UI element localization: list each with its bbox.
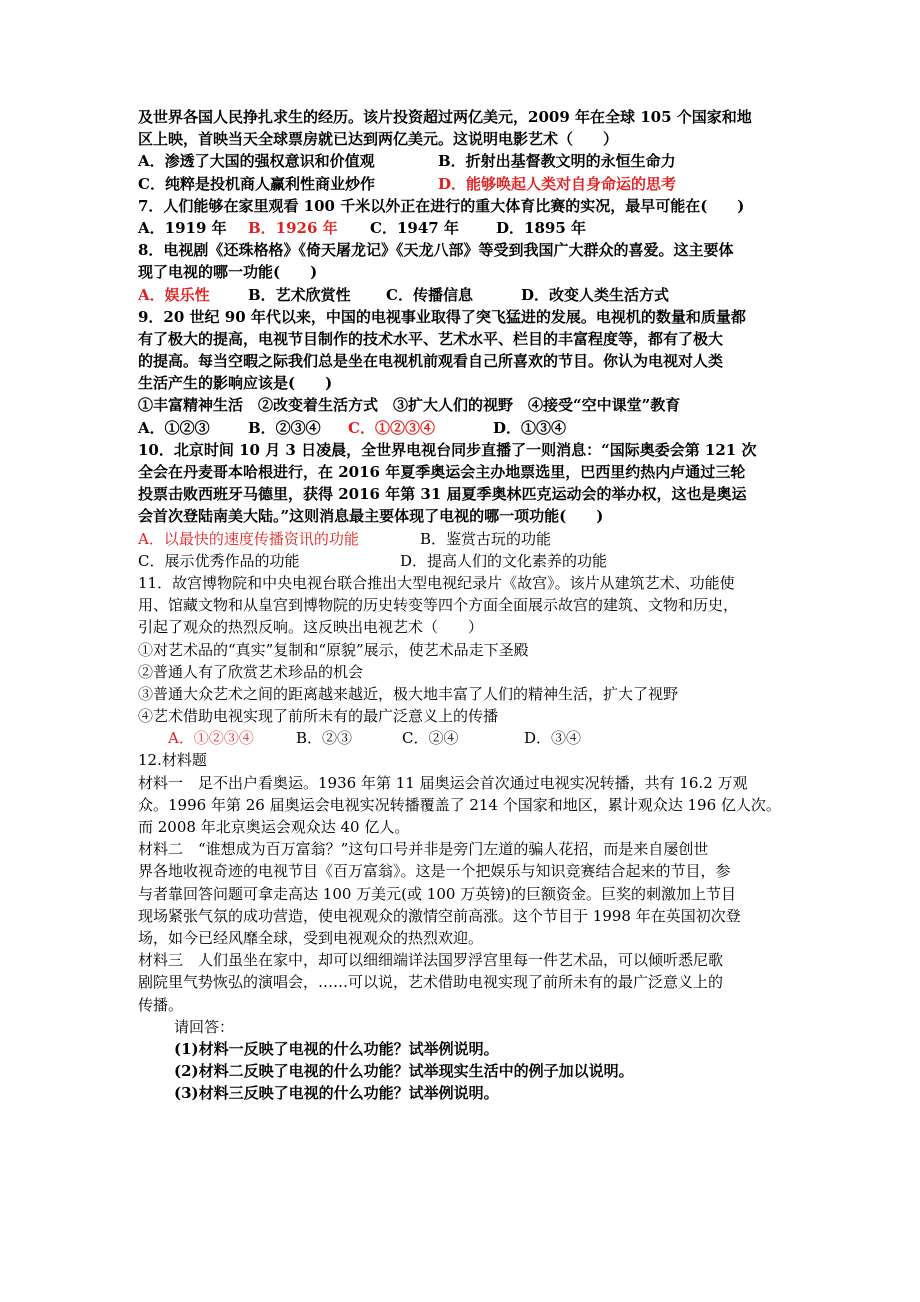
q10-option-d: D．提高人们的文化素养的功能: [400, 551, 608, 570]
q12-material-1: 材料一 足不出户看奥运。1936 年第 11 届奥运会首次通过电视实况转播，共有 16.2 万观: [138, 773, 748, 792]
q12-sub-question: (3)材料三反映了电视的什么功能？试举例说明。: [174, 1084, 499, 1103]
q10-option-b: B．鉴赏古玩的功能: [420, 529, 552, 548]
q7-option-d: D．1895 年: [496, 218, 586, 237]
q12-material-1: 众。1996 年第 26 届奥运会电视实况转播覆盖了 214 个国家和地区，累计观众达 196 亿人次。: [138, 795, 781, 814]
q10-line: 会首次登陆南美大陆。”这则消息最主要体现了电视的哪一项功能( ): [138, 507, 604, 526]
q11-line: 11．故宫博物院和中央电视台联合推出大型电视纪录片《故宫》。该片从建筑艺术、功能使: [138, 573, 735, 592]
q11-statement: ③普通大众艺术之间的距离越来越近，极大地丰富了人们的精神生活，扩大了视野: [138, 684, 679, 703]
q11-line: 用、馆藏文物和从皇宫到博物院的历史转变等四个方面全面展示故宫的建筑、文物和历史，: [138, 596, 739, 615]
q9-line: 有了极大的提高，电视节目制作的技术水平、艺术水平、栏目的丰富程度等，都有了极大: [138, 329, 724, 348]
q10-line: 10．北京时间 10 月 3 日凌晨，全世界电视台同步直播了一则消息：“国际奥委会第 121 次: [138, 440, 757, 459]
q6-line: 区上映，首映当天全球票房就已达到两亿美元。这说明电影艺术（ ）: [138, 130, 619, 149]
q7-options-row: [138, 217, 788, 239]
q7-option-a: A．1919 年: [138, 218, 227, 237]
q12-sub-question: (2)材料二反映了电视的什么功能？试举现实生活中的例子加以说明。: [174, 1062, 634, 1081]
q10-option-a-answer: A．以最快的速度传播资讯的功能: [138, 529, 359, 548]
q12-material-3: 剧院里气势恢弘的演唱会，……可以说，艺术借助电视实现了前所未有的最广泛意义上的: [138, 973, 724, 992]
q8-option-d: D．改变人类生活方式: [521, 285, 670, 304]
q8-option-a-answer: A．娱乐性: [138, 285, 210, 304]
q9-option-a: A．①②③: [138, 418, 210, 437]
q9-line: 的提高。每当空暇之际我们总是坐在电视机前观看自己所喜欢的节目。你认为电视对人类: [138, 352, 724, 371]
q12-material-2: 材料二 “谁想成为百万富翁？”这句口号并非是旁门左道的骗人花招，而是来自屡创世: [138, 840, 709, 859]
q11-line: 引起了观众的热烈反响。这反映出电视艺术（ ）: [138, 618, 484, 637]
q9-option-b: B．②③④: [248, 418, 321, 437]
q9-line: 生活产生的影响应该是( ): [138, 374, 333, 393]
q11-option-c: C．②④: [402, 729, 459, 748]
q10-options-row: [138, 528, 788, 550]
q11-statement: ①对艺术品的“真实”复制和“原貌”展示，使艺术品走下圣殿: [138, 640, 529, 659]
q6-options-row: [138, 150, 788, 172]
q10-line: 全会在丹麦哥本哈根进行，在 2016 年夏季奥运会主办地票选里，巴西里约热内卢通过三轮: [138, 463, 746, 481]
q10-option-c: C．展示优秀作品的功能: [138, 551, 300, 570]
q11-statement: ②普通人有了欣赏艺术珍品的机会: [138, 662, 364, 681]
q8-line: 现了电视的哪一功能( ): [138, 263, 318, 282]
q11-option-d: D．③④: [524, 729, 582, 748]
q11-statement: ④艺术借助电视实现了前所未有的最广泛意义上的传播: [138, 707, 499, 726]
q6-options-row: [138, 173, 788, 195]
q10-options-row: [138, 550, 788, 572]
q12-material-3: 传播。: [138, 995, 184, 1014]
q12-title: 12.材料题: [138, 751, 207, 770]
q12-material-2: 界各地收视奇迹的电视节目《百万富翁》。这是一个把娱乐与知识竞赛结合起来的节目，参: [138, 862, 731, 881]
q9-options-row: [138, 417, 788, 439]
q6-line: 及世界各国人民挣扎求生的经历。该片投资超过两亿美元，2009 年在全球 105 个国家和地: [138, 108, 752, 126]
q6-option-b: B．折射出基督教文明的永恒生命力: [438, 152, 676, 171]
q12-material-2: 与者靠回答问题可拿走高达 100 万美元(或 100 万英镑)的巨额资金。巨奖的刺激加上节目: [138, 884, 737, 903]
q6-option-a: A．渗透了大国的强权意识和价值观: [138, 152, 375, 171]
q11-options-row: [138, 727, 788, 749]
q12-material-3: 材料三 人们虽坐在家中，却可以细细端详法国罗浮宫里每一件艺术品，可以倾听悉尼歌: [138, 951, 724, 970]
q10-line: 投票击败西班牙马德里，获得 2016 年第 31 届夏季奥林匹克运动会的举办权，这也是奥运: [138, 485, 747, 504]
q12-material-2: 现场紧张气氛的成功营造，使电视观众的激情空前高涨。这个节目于 1998 年在英国初次登: [138, 906, 741, 925]
exam-page: [138, 106, 788, 1104]
q9-line: 9．20 世纪 90 年代以来，中国的电视事业取得了突飞猛进的发展。电视机的数量和质量都: [138, 307, 746, 326]
q6-option-d-answer: D．能够唤起人类对自身命运的思考: [438, 174, 677, 193]
q9-option-c-answer: C．①②③④: [348, 418, 435, 437]
q9-option-d: D．①③④: [493, 418, 567, 437]
q7-option-c: C．1947 年: [370, 218, 459, 237]
q6-option-c: C．纯粹是投机商人赢利性商业炒作: [138, 174, 375, 193]
q9-statements: ①丰富精神生活 ②改变着生活方式 ③扩大人们的视野 ④接受“空中课堂”教育: [138, 396, 681, 415]
q7-stem: 7．人们能够在家里观看 100 千米以外正在进行的重大体育比赛的实况，最早可能在( ): [138, 196, 745, 215]
q11-option-a-answer: A．①②③④: [168, 729, 254, 748]
q8-option-c: C．传播信息: [386, 285, 473, 304]
q12-material-1: 而 2008 年北京奥运会观众达 40 亿人。: [138, 818, 410, 836]
q12-sub-question: (1)材料一反映了电视的什么功能？试举例说明。: [174, 1039, 499, 1058]
q12-prompt: 请回答：: [174, 1017, 235, 1036]
q7-option-b-answer: B．1926 年: [248, 218, 338, 237]
q8-option-b: B．艺术欣赏性: [248, 285, 351, 304]
q8-line: 8．电视剧《还珠格格》《倚天屠龙记》《天龙八部》等受到我国广大群众的喜爱。这主要体: [138, 241, 734, 260]
q12-material-2: 场，如今已经风靡全球，受到电视观众的热烈欢迎。: [138, 928, 484, 947]
q8-options-row: [138, 284, 788, 306]
q11-option-b: B．②③: [296, 729, 353, 748]
